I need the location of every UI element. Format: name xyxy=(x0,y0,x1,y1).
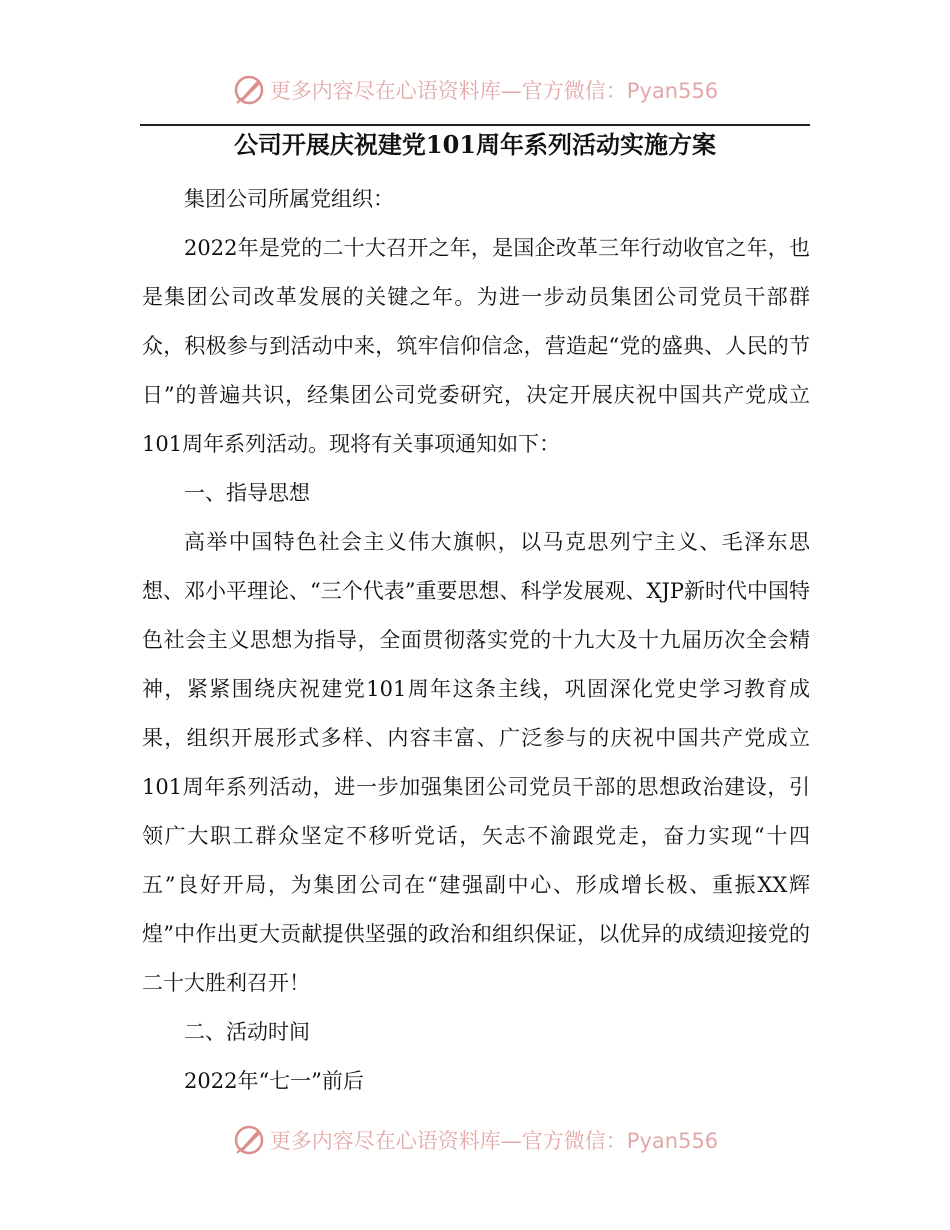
header-rule xyxy=(140,124,810,126)
footer-watermark xyxy=(0,1120,950,1160)
header-watermark xyxy=(0,70,950,110)
guiding-thought-paragraph: 高举中国特色社会主义伟大旗帜，以马克思列宁主义、毛泽东思想、邓小平理论、“三个代表”重要思想、科学发展观、XJP新时代中国特色社会主义思想为指导，全面贯彻落实党的十九大及十九届历次全会精神，紧紧围绕庆祝建党101周年这条主线，巩固深化党史学习教育成果，组织开展形式多样、内容丰富、广泛参与的庆祝中国共产党成立101周年系列活动，进一步加强集团公司党员干部的思想政治建设，引领广大职工群众坚定不移听党话，矢志不渝跟党走，奋力实现“十四五”良好开局，为集团公司在“建强副中心、形成增长极、重振XX辉煌”中作出更大贡献提供坚强的政治和组织保证，以优异的成绩迎接党的二十大胜利召开！ xyxy=(142,530,810,995)
document-title: 公司开展庆祝建党101周年系列活动实施方案 xyxy=(233,130,717,159)
watermark-text: 更多内容尽在心语资料库—官方微信：Pyan556 xyxy=(269,1129,719,1153)
activity-time-paragraph: 2022年“七一”前后 xyxy=(184,1069,364,1093)
section-heading-guiding-thought: 一、指导思想 xyxy=(184,481,310,505)
watermark-text: 更多内容尽在心语资料库—官方微信：Pyan556 xyxy=(269,79,719,103)
intro-paragraph: 2022年是党的二十大召开之年，是国企改革三年行动收官之年，也是集团公司改革发展的关键之年。为进一步动员集团公司党员干部群众，积极参与到活动中来，筑牢信仰信念，营造起“党的盛典、人民的节日”的普遍共识，经集团公司党委研究，决定开展庆祝中国共产党成立101周年系列活动。现将有关事项通知如下： xyxy=(142,236,810,456)
salutation: 集团公司所属党组织： xyxy=(184,187,394,211)
document-body xyxy=(142,175,810,1106)
quill-logo-icon xyxy=(232,1123,266,1157)
section-heading-activity-time: 二、活动时间 xyxy=(184,1020,310,1044)
quill-logo-icon xyxy=(232,73,266,107)
